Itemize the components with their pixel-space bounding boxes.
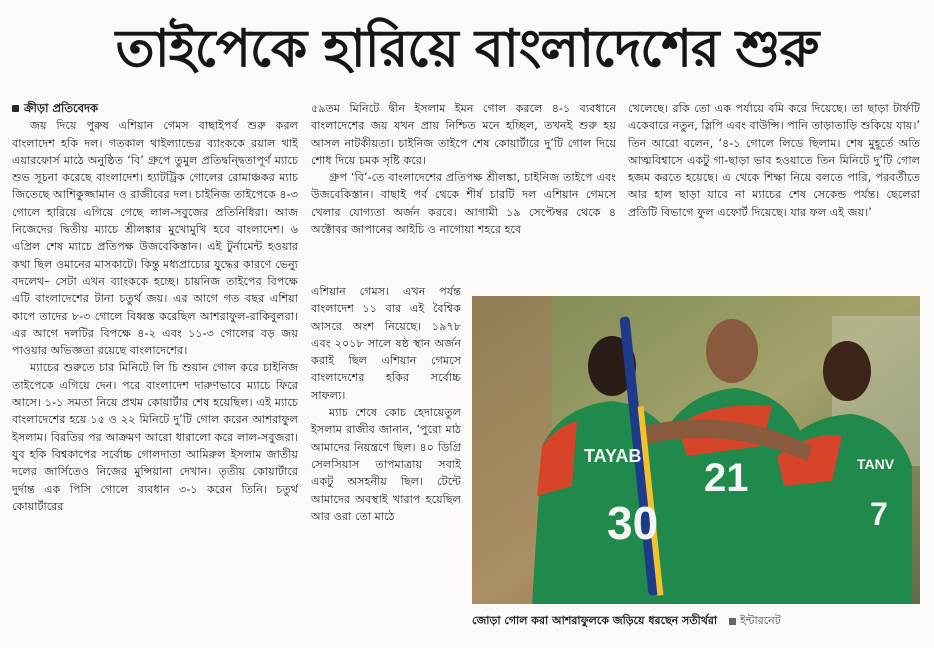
photo-illustration bbox=[472, 296, 920, 604]
jersey-name: TAYAB bbox=[584, 446, 642, 466]
bullet-icon bbox=[12, 105, 19, 112]
article-column-3 bbox=[628, 100, 920, 290]
paragraph: ম্যাচ শেষে কোচ হেদায়েতুল ইসলাম রাজীব জানান, ‘পুরো মাঠ আমাদের নিয়ন্ত্রণে ছিল। ৪০ ডিগ্রি সেলসিয়াস তাপমাত্রায় সবাই একটু অসহনীয় ছিল। টেন্টে আমাদের অবস্থাই খারাপ হয়েছিল আর ওরা তো মাঠে bbox=[311, 406, 461, 523]
paragraph: গ্রুপ ‘বি’-তে বাংলাদেশের প্রতিপক্ষ শ্রীলঙ্কা, চাইনিজ তাইপে এবং উজবেকিস্তান। বাছাই পর্ব থেকে শীর্ষ চারটি দল এশিয়ান গেমসে খেলার যোগ্যতা অর্জন করবে। আগামী ১৯ সেপ্টেম্বর থেকে ৪ অক্টোবর জাপানের আইচি ও নাগোয়া শহরে হবে bbox=[311, 171, 616, 237]
paragraph: এশিয়ান গেমস। এখন পর্যন্ত বাংলাদেশ ১১ বার এই বৈশ্বিক আসরে অংশ নিয়েছে। ১৯৭৮ এবং ২০১৮ সালে ষষ্ঠ স্থান অর্জন করাই ছিল এশিয়ান গেমসে বাংলাদেশের হকির সর্বোচ্চ সাফল্য। bbox=[311, 285, 461, 402]
jersey-number: 21 bbox=[704, 456, 749, 500]
photo-caption bbox=[472, 609, 920, 633]
jersey-number: 7 bbox=[870, 496, 888, 532]
team-celebration-photo bbox=[472, 296, 920, 604]
headline: তাইপেকে হারিয়ে বাংলাদেশের শুরু bbox=[115, 18, 819, 79]
byline bbox=[12, 100, 298, 117]
square-icon bbox=[729, 618, 736, 625]
byline-text: ক্রীড়া প্রতিবেদক bbox=[24, 101, 99, 115]
paragraph: জয় দিয়ে পুরুষ এশিয়ান গেমস বাছাইপর্ব শুরু করল বাংলাদেশ হকি দল। গতকাল থাইল্যান্ডের ব্যাংককে রয়াল থাই এয়ারফোর্স মাঠে অনুষ্ঠিত ‘বি’ গ্রুপে তুমুল প্রতিদ্বন্দ্বিতাপূর্ণ ম্যাচে শুভ সূচনা করেছে বাংলাদেশ। হ্যাটট্রিক গোলের রোমাঞ্চকর ম্যাচ জিতেছে আশিকুজ্জামান ও রাজীবের দল। চাইনিজ তাইপেকে ৪-৩ গোলে হারিয়ে এগিয়ে গেছে লাল-সবুজের প্রতিনিধিরা। আজ নিজেদের দ্বিতীয় ম্যাচে শ্রীলঙ্কার মুখোমুখি হবে বাংলাদেশ। ৬ এপ্রিল শেষ ম্যাচে প্রতিপক্ষ উজবেকিস্তান। এই টুর্নামেন্ট হওয়ার কথা ছিল ওমানের মাসকাটে। কিন্তু মধ্যপ্রাচ্যের যুদ্ধের কারণে ভেন্যু বদলেথ– সেটা এখন ব্যাংককে হচ্ছে। চায়নিজ তাইপের বিপক্ষে এটি বাংলাদেশের টানা চতুর্থ জয়। এর আগে গত বছর এশিয়া কাপে তাদের ৮-৩ গোলে বিধ্বস্ত করেছিল আশরাফুল-রাকিবুলরা। এর আগে দলটির বিপক্ষে ৪-২ এবং ১১-৩ গোলের বড় জয় পাওয়ার অভিজ্ঞতা রয়েছে বাংলাদেশের। bbox=[12, 119, 298, 358]
jersey-number: 30 bbox=[607, 497, 659, 549]
caption-text: জোড়া গোল করা আশরাফুলকে জড়িয়ে ধরছেন সতীর্থরা bbox=[472, 614, 718, 627]
article-column-2 bbox=[311, 100, 616, 295]
credit-text: ইন্টারনেট bbox=[740, 614, 781, 627]
article-column-2-lower bbox=[311, 283, 461, 638]
paragraph: খেলেছে। রকি তো এক পর্যায়ে বমি করে দিয়েছে। তা ছাড়া টার্ফটি একেবারে নতুন, স্লিপি এবং বাউন্সি। পানি তাড়াতাড়ি শুকিয়ে যায়।’ তিন আরো বলেন, ‘৪-১ গোলে লিডে ছিলাম। শেষ মুহূর্তে অতি আত্মবিশ্বাসে একটু গা-ছাড়া ভাব হওয়াতে তিন মিনিটে দু’টি গোল হজম করতে হয়েছে। এ থেকে শিক্ষা নিয়ে বলতে পারি, পরবর্তীতে আর হাল ছাড়া যাবে না ম্যাচের শেষ সেকেন্ড পর্যন্ত। ছেলেরা প্রতিটি বিভাগে ফুল এফোর্ট দিয়েছে। যার ফল এই জয়।’ bbox=[628, 102, 920, 219]
jersey-name: TANV bbox=[857, 456, 895, 472]
paragraph: ম্যাচের শুরুতে চার মিনিটে লি চি শুয়ান গোল করে চাইনিজ তাইপেকে এগিয়ে দেন। পরে বাংলাদেশ দারুণভাবে ম্যাচে ফিরে আসে। ১-১ সমতা নিয়ে প্রথম কোয়ার্টার শেষ হয়েছিল। এই ম্যাচে বাংলাদেশের হয়ে ১৫ ও ২২ মিনিটে দু’টি গোল করেন আশরাফুল ইসলাম। বিরতির পর আক্রমণ আরো ধারালো করে লাল-সবুজরা। যুব হকি বিশ্বকাপের সর্বোচ্চ গোলদাতা আমিরুল ইসলাম জাতীয় দলের জার্সিতেও নিজের মুন্সিয়ানা দেখান। তৃতীয় কোয়ার্টারে দুর্দান্ত এক পিসি গোলে ব্যবধান ৩-১ করেন তিনি। চতুর্থ কোয়ার্টারের bbox=[12, 361, 298, 513]
paragraph: ৫৯তম মিনিটে দ্বীন ইসলাম ইমন গোল করলে ৪-১ ব্যবধানে বাংলাদেশের জয় যখন প্রায় নিশ্চিত মনে হচ্ছিল, তখনই শুরু হয় আসল নাটকীয়তা। চাইনিজ তাইপে শেষ কোয়ার্টারে দু’টি গোল দিয়ে শোধ দিয়ে চমক সৃষ্টি করে। bbox=[311, 102, 616, 167]
article-column-1 bbox=[12, 100, 298, 640]
photo-credit bbox=[729, 609, 781, 633]
